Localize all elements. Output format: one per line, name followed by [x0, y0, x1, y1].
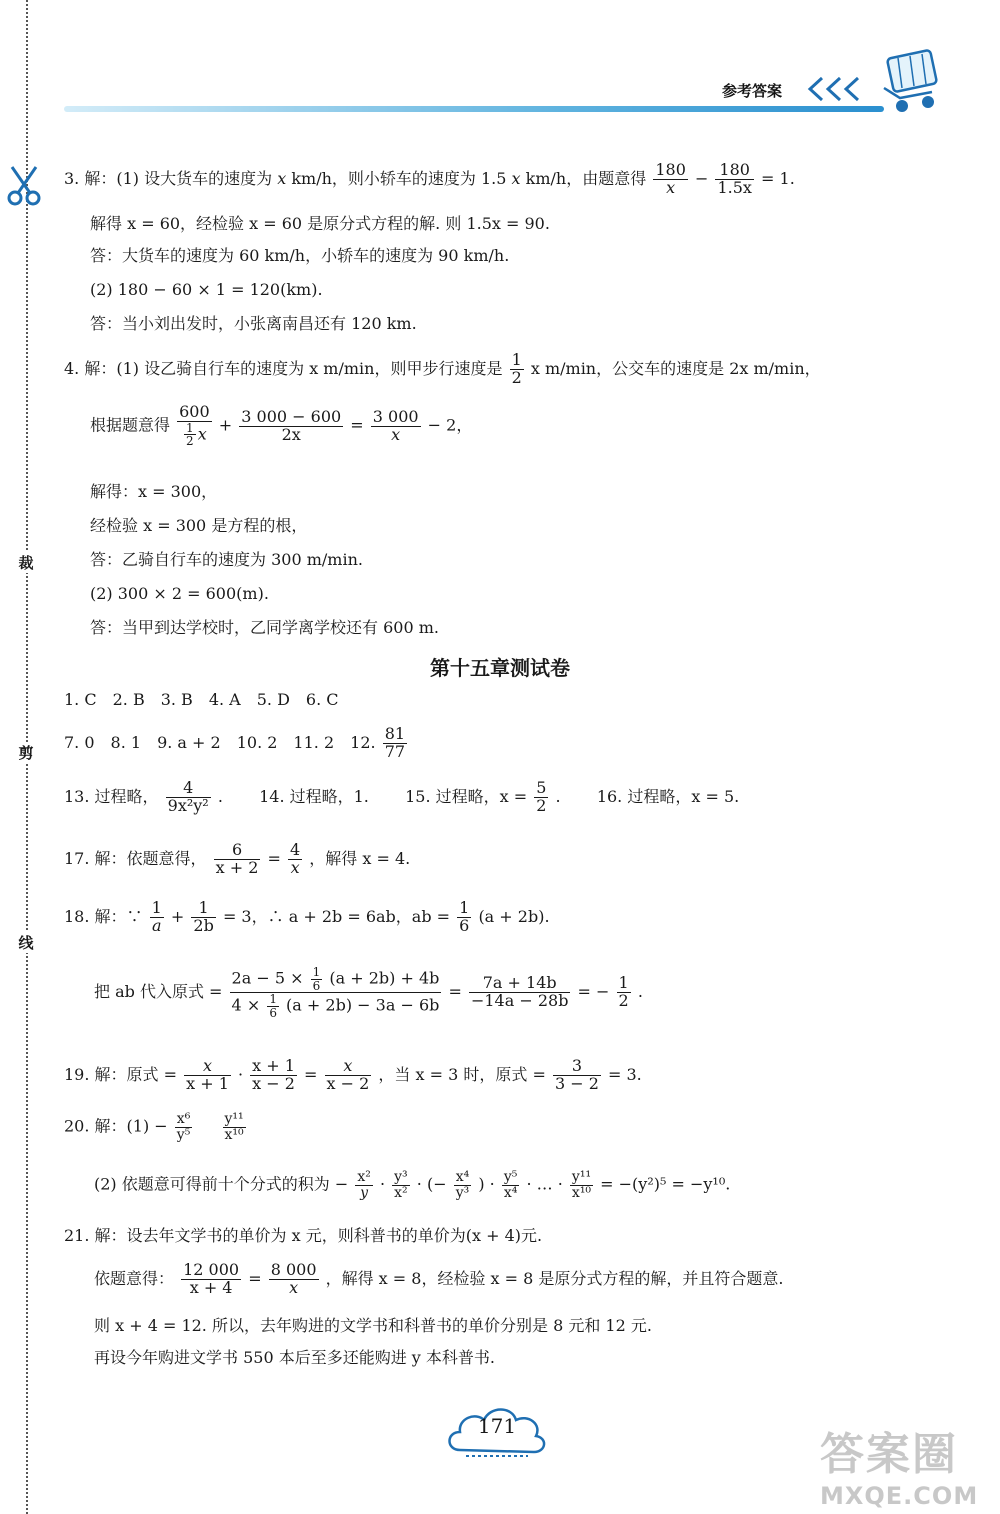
q18-big-den-b: (a + 2b) − 3a − 6b: [286, 995, 440, 1015]
q18-mid: = 3，∴ a + 2b = 6ab，ab =: [222, 906, 451, 926]
q21-frac1-num: 12 000: [183, 1260, 240, 1279]
q4-frac1-num: 600: [179, 402, 210, 421]
q4-frac1-den: [177, 422, 212, 448]
q18-frac2-den: 2b: [193, 915, 214, 935]
q4-eq-label: 根据题意得: [90, 415, 171, 435]
q20-prefix: 20. 解：(1) −: [64, 1116, 168, 1136]
q4-line5: 答：乙骑自行车的速度为 300 m/min.: [90, 550, 363, 569]
q20-p1-den: y: [360, 1184, 369, 1201]
q20-p5-den: x¹⁰: [571, 1184, 592, 1201]
q4-frac3: [371, 406, 421, 444]
q20-p1: [355, 1170, 373, 1200]
q18-frac1: [150, 900, 164, 935]
q18-big-num-sixth-num: 1: [312, 965, 321, 979]
q19-frac1-den: x + 1: [186, 1073, 229, 1093]
q18-r-num: 7a + 14b: [469, 975, 570, 993]
q18-prefix: 18. 解：∵: [64, 906, 143, 926]
cart-icon: [876, 48, 946, 116]
q19-frac3-den: x − 2: [326, 1073, 370, 1093]
q19-frac2: [250, 1058, 297, 1093]
q20-line1: [64, 1112, 248, 1142]
q20-frac2-den: x¹⁰: [224, 1126, 244, 1143]
q3-frac2: [715, 162, 753, 197]
header-label: 参考答案: [722, 82, 783, 100]
q18-line2: [94, 966, 643, 1019]
q3-var-x: x: [277, 168, 287, 188]
q4-eq-tail: − 2，: [427, 415, 473, 435]
q18-frac1-num: 1: [151, 898, 162, 917]
q20-p2: [392, 1170, 410, 1200]
answers-row2-prefix: 7. 0 8. 1 9. a + 2 10. 2 11. 2 12.: [64, 732, 376, 752]
q17-frac2: [288, 842, 302, 877]
q15-prefix: 15. 过程略，x =: [405, 786, 528, 806]
q4-plus: +: [218, 415, 238, 435]
q3-frac1-num: 180: [655, 160, 686, 179]
q3-frac2-num: 180: [715, 162, 753, 180]
q3-frac1-den: x: [666, 177, 676, 197]
q20-line2: (2) 依题意可得前十个分式的积为 − $\frac{\text{x²}}{y}$ · $\frac{\text{y³}}{\text{x²}}$ · (− $\frac{\text{x⁴}}{\text{y³}}$ ) · $\frac{\text{y⁵}}{\text{x⁴}}$ · … · $\frac{\text{y¹¹}}{\text{x¹⁰}}$ = −(y²)⁵ = −y¹⁰.: [94, 1169, 731, 1201]
q3-minus: −: [694, 168, 714, 188]
q19-frac3-num: x: [325, 1058, 372, 1076]
answers-q12-num: 81: [384, 724, 406, 743]
q21-frac1-den: x + 4: [189, 1277, 233, 1297]
q4-line6: (2) 300 × 2 = 600(m).: [90, 584, 269, 603]
q16: 16. 过程略，x = 5.: [596, 786, 740, 806]
q4-frac2: [239, 406, 343, 444]
q3-line3: 答：大货车的速度为 60 km/h，小轿车的速度为 90 km/h.: [90, 246, 510, 265]
q18-frac2: [191, 900, 215, 935]
page-number: 171: [477, 1414, 517, 1438]
q19-prefix: 19. 解：原式 =: [64, 1064, 178, 1084]
q19-frac3: [325, 1058, 372, 1093]
q3-line4: (2) 180 − 60 × 1 = 120(km).: [90, 280, 323, 299]
q20-p3: [454, 1170, 472, 1200]
q17-prefix: 17. 解：依题意得，: [64, 848, 207, 868]
q17-frac2-den: x: [290, 857, 300, 877]
q20-p4-num: y⁵: [503, 1169, 518, 1185]
q4-eq: =: [350, 415, 369, 435]
q4-intro-tail: x m/min，公交车的速度是 2x m/min，: [530, 358, 821, 378]
q18-res-num: 1: [618, 973, 629, 993]
q21-line4: 再设今年购进文学书 550 本后至多还能购进 y 本科普书.: [94, 1348, 496, 1367]
q4-frac1-den-num: 1: [186, 420, 194, 435]
q3-line1: [64, 162, 795, 197]
q18-big-den: [230, 993, 442, 1019]
q20-dots: · … ·: [526, 1174, 563, 1194]
q18-r-den: −14a − 28b: [470, 991, 569, 1011]
q21-frac1: [181, 1262, 241, 1297]
q3-frac1: [653, 162, 688, 197]
q4-line7: 答：当甲到达学校时，乙同学离学校还有 600 m.: [90, 618, 439, 637]
q18-big-num: [230, 966, 442, 993]
q18-tail: (a + 2b).: [478, 906, 550, 926]
answers-q12-frac: [383, 726, 407, 761]
q18-sub-label: 把 ab 代入原式 =: [94, 982, 223, 1002]
q20-p1-num: x²: [357, 1169, 371, 1185]
q20-p4: [502, 1170, 520, 1200]
q20-p3-pre: (−: [426, 1174, 447, 1194]
q19-eq: =: [304, 1064, 323, 1084]
answers-row2: [64, 726, 409, 761]
q18-eq1: =: [448, 982, 467, 1002]
q18-big-num-sixth: [311, 966, 323, 992]
q17-eq: =: [267, 848, 287, 868]
q18-r-frac: [469, 975, 570, 1010]
q4-frac1-den-var: x: [197, 424, 207, 444]
q20-p3-den: y³: [455, 1184, 470, 1201]
q18-res-frac: [617, 975, 631, 1010]
q18-big-den-sixth: [267, 993, 279, 1019]
q18-res-den: 2: [618, 991, 629, 1011]
q18-line1: [64, 900, 550, 935]
answers-row3: [64, 780, 739, 815]
q21-line3: 则 x + 4 = 12. 所以，去年购进的文学书和科普书的单价分别是 8 元和 12 元.: [94, 1316, 652, 1335]
q21-frac2-den: x: [289, 1277, 299, 1297]
q17-frac2-num: 4: [290, 840, 301, 859]
q20-p4-den: x⁴: [503, 1184, 518, 1201]
q4-half-num: 1: [511, 350, 522, 369]
q20-frac1-num: x⁶: [175, 1112, 193, 1128]
q18-res-sign: −: [596, 982, 610, 1002]
q19-frac4-num: 3: [553, 1058, 601, 1076]
q13-frac: [166, 780, 211, 815]
q4-frac2-den: 2x: [281, 424, 301, 444]
q13-tail: .: [217, 786, 223, 806]
q4-half: [510, 352, 524, 387]
q18-eq2: =: [577, 982, 597, 1002]
q20-p5: [570, 1170, 593, 1200]
q17-frac1-num: 6: [214, 842, 261, 860]
q18-big-num-a: 2a − 5 ×: [231, 968, 304, 988]
q13-prefix: 13. 过程略，: [64, 786, 159, 806]
q13-den: 9x²y²: [167, 795, 209, 815]
q15-num: 5: [536, 778, 547, 797]
q19-tail: = 3.: [608, 1064, 642, 1084]
q19-frac1-num: x: [184, 1058, 231, 1076]
q19-frac2-num: x + 1: [252, 1056, 295, 1075]
watermark-top: 答案圈: [820, 1429, 958, 1480]
q3-line5: 答：当小刘出发时，小张离南昌还有 120 km.: [90, 314, 417, 333]
q20-line2-prefix: (2) 依题意可得前十个分式的积为 −: [94, 1174, 349, 1194]
q18-big-num-b: (a + 2b) + 4b: [329, 968, 440, 988]
q19-dot: ·: [238, 1064, 249, 1084]
q19-frac2-den: x − 2: [252, 1073, 295, 1093]
q21-eq-prefix: 依题意得：: [94, 1268, 175, 1288]
q20-p5-num: y¹¹: [571, 1169, 592, 1185]
q19-frac4: [553, 1058, 601, 1093]
q20-p2-den: x²: [394, 1184, 408, 1201]
q18-frac2-num: 1: [191, 900, 215, 918]
scissors-icon: [6, 164, 44, 208]
q21-line1: 21. 解：设去年文学书的单价为 x 元，则科普书的单价为(x + 4)元.: [64, 1226, 543, 1245]
answers-q12-den: 77: [384, 741, 406, 761]
q4-line3: 解得：x = 300，: [90, 482, 218, 501]
cut-word-cai: 裁: [12, 552, 40, 573]
q17-line: [64, 842, 410, 877]
q17-frac1: [214, 842, 261, 877]
q20-frac1-den: y⁵: [176, 1126, 191, 1143]
q20-p3-num: x⁴: [454, 1170, 472, 1186]
q15-frac: [534, 780, 548, 815]
q20-frac1: [175, 1112, 193, 1142]
q18-big-den-sixth-num: 1: [269, 992, 277, 1007]
q18-big-den-sixth-den: 6: [269, 1005, 277, 1020]
q18-frac3-den: 6: [459, 915, 470, 935]
q3-intro: 3. 解：(1) 设大货车的速度为: [64, 168, 273, 188]
q4-frac3-num: 3 000: [372, 406, 419, 426]
q14: 14. 过程略，1.: [259, 786, 369, 806]
q4-frac1-den-frac: [184, 422, 196, 448]
q15-den: 2: [536, 795, 547, 815]
q4-frac1: [177, 404, 212, 448]
q20-frac2: [223, 1112, 246, 1142]
q4-frac2-num: 3 000 − 600: [241, 406, 342, 426]
answers-row1: 1. C 2. B 3. B 4. A 5. D 6. C: [64, 690, 339, 709]
q18-plus: +: [170, 906, 190, 926]
q4-line4: 经检验 x = 300 是方程的根，: [90, 516, 308, 535]
q3-intro-mid: km/h，则小轿车的速度为 1.5: [291, 168, 507, 188]
q20-p2-num: y³: [394, 1169, 408, 1185]
q19-mid: ，当 x = 3 时，原式 =: [378, 1064, 546, 1084]
q3-line2: 解得 x = 60，经检验 x = 60 是原分式方程的解. 则 1.5x = 90.: [90, 214, 550, 233]
q3-eq-tail: = 1.: [761, 168, 795, 188]
q4-intro: 4. 解：(1) 设乙骑自行车的速度为 x m/min，则甲步行速度是: [64, 358, 503, 378]
q3-frac2-den: 1.5x: [717, 177, 752, 197]
q18-frac3-num: 1: [459, 898, 470, 917]
q4-half-den: 2: [511, 367, 522, 387]
q4-line1: [64, 352, 821, 387]
q21-eq-tail: ，解得 x = 8，经检验 x = 8 是原分式方程的解，并且符合题意.: [325, 1268, 784, 1288]
cut-word-jian: 剪: [12, 742, 40, 763]
q13-num: 4: [166, 780, 211, 798]
q18-big-den-a: 4 ×: [231, 995, 261, 1015]
watermark: [820, 1418, 978, 1510]
q4-frac1-den-den: 2: [186, 434, 194, 449]
chapter-heading: 第十五章测试卷: [430, 656, 570, 680]
q19-line: [64, 1058, 642, 1093]
q20-p3-post: ): [478, 1174, 485, 1194]
q18-frac1-den: a: [151, 915, 162, 935]
q18-big-frac: [230, 966, 442, 1019]
q18-big-num-sixth-den: 6: [312, 978, 321, 993]
q15-tail: .: [555, 786, 561, 806]
q21-frac2-num: 8 000: [270, 1260, 317, 1279]
q3-intro-tail: km/h，由题意得: [525, 168, 647, 188]
q4-line2: [90, 404, 472, 448]
q18-tail2: .: [637, 982, 643, 1002]
q19-frac1: [184, 1058, 231, 1093]
q3-var-x2: x: [511, 168, 521, 188]
header-rule: [64, 106, 884, 112]
q21-line2: [94, 1262, 784, 1297]
q17-frac1-den: x + 2: [215, 857, 259, 877]
q18-frac3: [457, 900, 471, 935]
q17-tail: ，解得 x = 4.: [309, 848, 411, 868]
q21-eq: =: [248, 1268, 267, 1288]
q19-frac4-den: 3 − 2: [554, 1073, 599, 1093]
cut-word-xian: 线: [12, 932, 40, 953]
q20-frac2-num: y¹¹: [224, 1111, 244, 1127]
q21-frac2: [269, 1262, 319, 1297]
q4-frac3-den: x: [391, 424, 401, 444]
watermark-bottom: MXQE.COM: [820, 1482, 979, 1510]
chevrons-icon: [806, 74, 868, 104]
q20-tail: = −(y²)⁵ = −y¹⁰.: [600, 1174, 731, 1194]
